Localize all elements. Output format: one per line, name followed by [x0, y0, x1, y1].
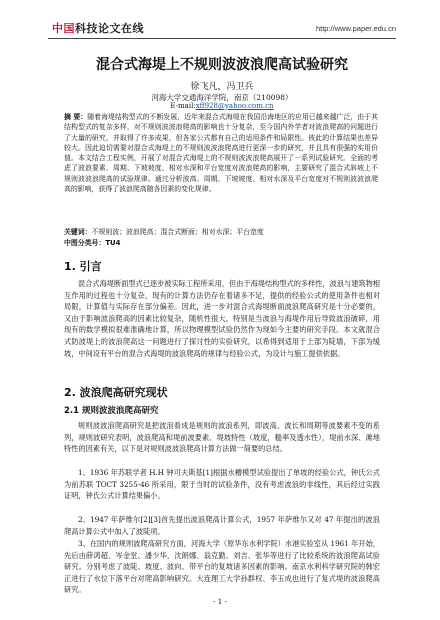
section-1-heading: 1. 引言	[64, 260, 102, 273]
site-logo[interactable]	[52, 20, 144, 36]
classification-label: 中图分类号：	[64, 239, 106, 247]
site-url[interactable]: http://www.paper.edu.cn	[315, 24, 396, 33]
keywords-line	[64, 226, 384, 236]
classification-line	[64, 237, 384, 247]
classification-code: TU4	[105, 239, 121, 247]
section-2-1-paragraph-2: 1、1936 年苏联学者 H.H 钟可夫斯基[1]根据水槽模型试验提出了单坡的经验公式，钟氏公式为前苏联 TOCT 3255-46 所采用，限于当时的试验条件，没有考虑波浪的非线性，其后经过实践证明，钟氏公式计算结果偏小。	[64, 468, 380, 501]
logo-black-text: 科技论文在线	[75, 22, 144, 35]
keywords-label: 关键词：	[64, 228, 92, 236]
logo-red-text: 中国	[52, 22, 75, 35]
section-2-1-paragraph-1: 规则波波浪爬高研究是把波浪看成是规则的波浪系列，即波高、波长和周期等波要素不变的系列，规则波研究表明，波浪爬高和堤前波要素、堤坡特性（坡度，糙率及透水性），堤前水深、滩地特性的因素有关，以下是对规则波波浪爬高计算方法做一简要的总结。	[64, 421, 380, 454]
section-2-1-paragraph-3: 2、1947 年萨维尔[2][3]首先提出波浪爬高计算公式，1957 年萨维尔又对 47 年提出的波浪爬高计算公式中加入了波陡项。	[64, 515, 380, 536]
author-email-line	[48, 102, 396, 110]
abstract	[64, 112, 378, 194]
paper-title: 混合式海堤上不规则波波浪爬高试验研究	[96, 57, 348, 73]
page-number: - 1 -	[213, 598, 227, 606]
section-2-heading: 2. 波浪爬高研究现状	[64, 386, 168, 399]
page-header	[0, 0, 440, 40]
email-link[interactable]: xff928@yahoo.com.cn	[195, 102, 274, 110]
paper-affiliation: 河海大学交通海洋学院，南京（210098）	[151, 93, 293, 102]
header-divider	[48, 38, 396, 39]
section-1-paragraph: 混合式海堤断面型式已逐步被实际工程所采用，但由于海堤结构型式的多样性，波浪与建筑物相互作用的过程也十分复杂，现有的计算方法仍存在着诸多不足，提供的经验公式的使用条件也相对局限，计算值与实际存在部分偏差。因此，进一步对混合式海堤断面波浪爬高研究是十分必要的，又由于影响波浪爬高的因素比较复杂，随机性很大，特别是当波浪与海堤作用后导致波浪破碎，用现有的数学模拟很难准确地计算，所以物理模型试验仍然作为现如今主要的研究手段。本文就混合式防波堤上的波浪爬高这一问题进行了探讨性的实验研究，以希得到适用于上部为陡墙，下部为缓坡，中间设有平台的混合式海堤的波浪爬高的规律与经验公式，为设计与施工提供依据。	[64, 279, 380, 358]
section-2-1-heading: 2.1 规则波波浪爬高研究	[64, 406, 159, 416]
section-2-1-paragraph-4: 3、在国内的规则波爬高研究方面，河海大学（原华东水利学院）水港实验室从 1961 年开始，先后由薛鸿超、岑金堂、潘少华、沈朗娜、翁克勤、刘吉、张华等进行了比较系统的波浪爬高试验研究。分别考虑了波陡、坡度、波向、带平台的复坡诸多因素的影响。南京水利科学研究院的韩宏正进行了水位下落平台对爬高影响研究。大连理工大学孙群权、李玉成也进行了复式堤的波浪爬高研究。	[64, 539, 380, 595]
abstract-label: 摘 要：	[64, 113, 88, 121]
keywords-text: 不规则波；波浪爬高；混合式断面；相对水深；平台宽度	[91, 228, 264, 236]
email-label: E-mail:	[170, 102, 196, 110]
paper-authors: 徐飞凡，冯卫兵	[190, 82, 254, 92]
abstract-text: 随着海堤结构型式的不断发展，近年来混合式海堤在我国沿海地区的应用已越来越广泛，由于其结构型式的复杂多样，对不规则波波浪爬高的影响也十分复杂，至今国内外学者对波浪爬高的问题进行了大量的研究，并取得了许多成果，但各家公式都有自己的适用条件和局限性。彼此的计算结果也差异较大。因此迫切需要对混合式海堤上的不规则波波浪爬高进行更深一步的研究，并且具有很强的实用价值。本文结合工程实例，开展了对混合式海堤上的不规则波波浪爬高展开了一系列试验研究。全面的考虑了波浪要素、周期、下坡坡度、相对水深和平台宽度对波浪爬高的影响，主要研究了混合式斜坡上不规则波波浪爬高的试验规律。通过分析波高、周期、下坡坡度、相对水深及平台宽度对不规则波波浪爬高的影响，获得了波浪爬高随各因素的变化规律。	[64, 113, 379, 194]
